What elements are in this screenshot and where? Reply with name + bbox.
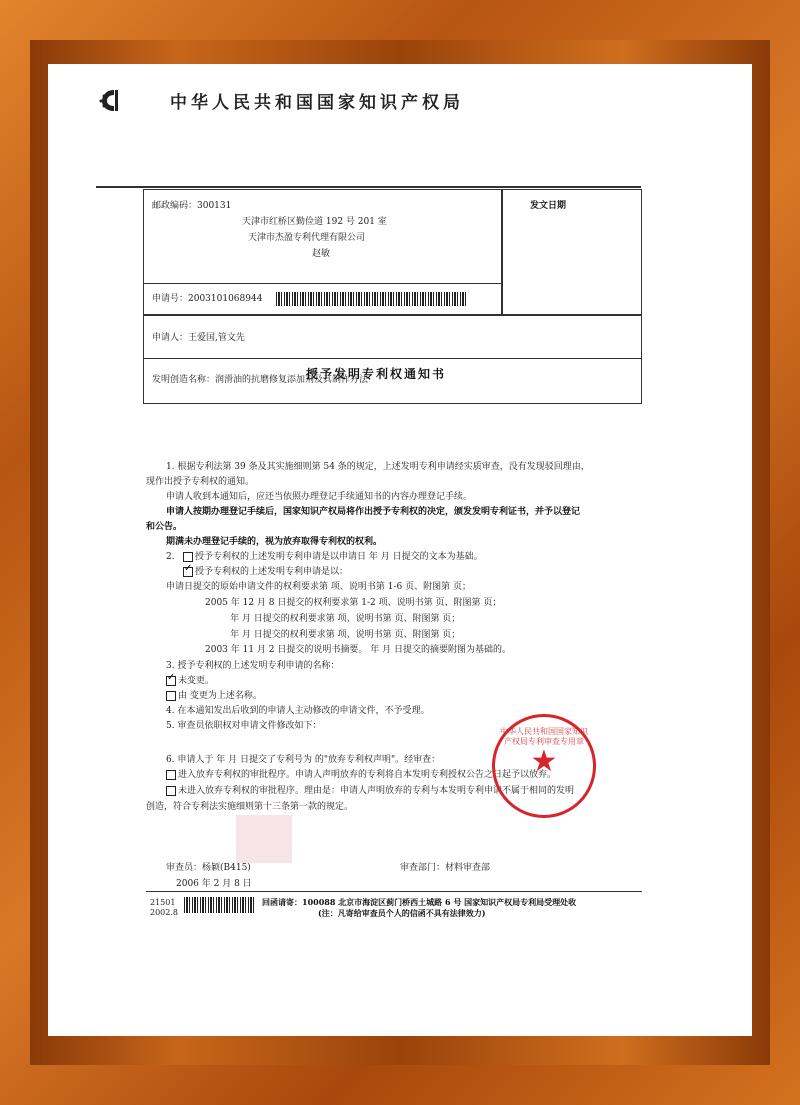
issue-date: 2006 年 2 月 8 日 [176,879,252,889]
s2-line2: 2005 年 12 月 8 日提交的权利要求第 1-2 项、说明书第 页、附图第 页； [205,598,502,608]
para-4: 期满未办理登记手续的，视为放弃取得专利权的权利。 [166,537,383,547]
postal-code: 邮政编码：300131 [152,201,232,211]
seal-star-icon: ★ [530,744,558,779]
check-icon: ✓ [184,563,193,574]
s3-option1: 未变更。 [178,676,215,686]
s3-option2: 由 变更为上述名称。 [178,691,262,701]
notice-title: 授予发明专利权通知书 [306,367,447,381]
seal-text: 中华人民共和国国家知识产权局专利审查专用章 [500,727,588,746]
para-3a: 申请人按期办理登记手续后，国家知识产权局将作出授予专利权的决定，颁发发明专利证书，并予以登记 [166,507,581,517]
footer-rule [146,891,642,892]
invention-name: 发明创造名称：润滑油的抗磨修复添加剂及其制作方法 [152,375,369,385]
return-address: 回函请寄：100088 北京市海淀区蓟门桥西土城路 6 号 国家知识产权局专利局受理处收 [262,897,577,907]
header-rule [96,186,641,188]
s2-option1: 授予专利权的上述发明专利申请是以申请日 年 月 日提交的文本为基础。 [195,552,483,562]
section-2-number: 2. [166,552,175,562]
section-5: 5. 审查员依职权对申请文件修改如下： [166,721,322,731]
s6-option2a: 未进入放弃专利权的审批程序。理由是：申请人声明放弃的专利与本发明专利申请不属于相同的发明 [178,786,575,796]
application-barcode [276,292,468,306]
s6-option2b: 创造，符合专利法实施细则第十三条第一款的规定。 [146,802,354,812]
issue-date-label: 发文日期 [530,201,567,211]
para-2: 申请人收到本通知后，应还当依照办理登记手续通知书的内容办理登记手续。 [166,492,473,502]
s2-option2: 授予专利权的上述发明专利申请是以： [195,567,349,577]
section-6: 6. 申请人于 年 月 日提交了专利号为 的"放弃专利权声明"。经审查： [166,755,441,765]
s2-line4: 年 月 日提交的权利要求第 项、说明书第 页、附图第 页； [230,630,461,640]
official-seal [492,714,596,818]
faint-stamp [236,815,292,863]
s2-option2-checkbox[interactable] [183,563,193,577]
applicant: 申请人：王爱国,管文先 [152,333,245,343]
s2-option1-checkbox[interactable] [183,552,193,562]
para-1b: 现作出授予专利权的通知。 [146,477,255,487]
s6-option2-checkbox[interactable] [166,786,176,796]
s6-option1: 进入放弃专利权的审批程序。申请人声明放弃的专利将自本发明专利授权公告之日起予以放弃。 [178,770,557,780]
s2-line3: 年 月 日提交的权利要求第 项、说明书第 页、附图第 页； [230,614,461,624]
application-no: 申请号：2003101068944 [152,294,263,304]
sipo-logo-icon [96,86,132,114]
s6-option1-checkbox[interactable] [166,770,176,780]
s2-line1: 申请日提交的原始申请文件的权利要求第 项、说明书第 1-6 页、附图第 页； [166,582,471,592]
s3-option1-checkbox[interactable] [166,672,176,686]
check-icon: ✓ [167,672,176,683]
disclaimer: (注：凡寄给审查员个人的信函不具有法律效力) [318,908,486,918]
applicant-box [143,314,642,404]
issue-date-box [501,189,642,316]
section-3: 3. 授予专利权的上述发明专利申请的名称： [166,661,340,671]
department: 审查部门：材料审查部 [400,863,491,873]
address: 天津市红桥区勤俭道 192 号 201 室 [242,217,387,227]
s3-option2-checkbox[interactable] [166,691,176,701]
para-1a: 1. 根据专利法第 39 条及其实施细则第 54 条的规定，上述发明专利申请经实质审查，没有发现驳回理由， [166,462,590,472]
agency: 天津市杰盈专利代理有限公司 [248,233,366,243]
office-title: 中华人民共和国国家知识产权局 [170,93,464,113]
applicant-divider [143,358,641,359]
section-4: 4. 在本通知发出后收到的申请人主动修改的申请文件，不予受理。 [166,706,430,716]
para-3b: 和公告。 [146,522,183,532]
form-barcode [184,897,254,913]
examiner: 审查员：杨颖(B415) [166,863,251,873]
form-code-1: 21501 [150,898,176,907]
form-code-2: 2002.8 [150,908,178,917]
recipient: 赵敏 [312,249,331,259]
s2-line5: 2003 年 11 月 2 日提交的说明书摘要。 年 月 日提交的摘要附图为基础的。 [205,645,511,655]
